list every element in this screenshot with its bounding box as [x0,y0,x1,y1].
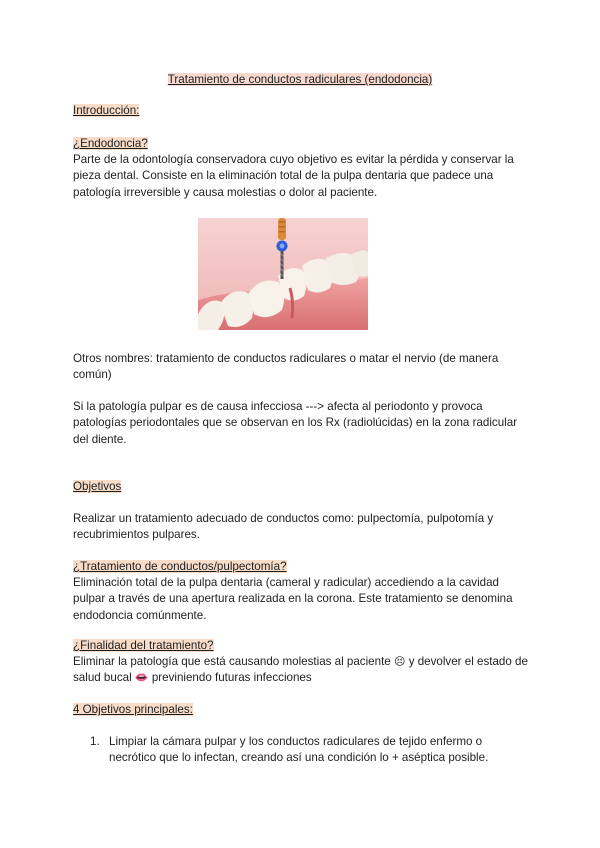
other-names-paragraph: Otros nombres: tratamiento de conductos radiculares o matar el nervio (de manera común) [73,352,499,382]
endo-heading-text: ¿Endodoncia? [73,137,148,150]
endo-paragraph: Parte de la odontología conservadora cuyo objetivo es evitar la pérdida y conservar la pieza dental. Consiste en la eliminación total de la pulpa dentaria que padece una patología irreversible y causa molestias o dolor al paciente. [73,153,514,199]
purpose-heading [73,638,533,654]
purpose-text-3: previniendo futuras infecciones [151,671,312,685]
infection-paragraph: Si la patología pulpar es de causa infecciosa ---> afecta al periodonto y provoca patologías periodontales que se observan en los Rx (radiolúcidas) en la zona radicular del diente. [73,400,518,446]
purpose-text-2: y devolver el estado de salud bucal [73,655,528,685]
treatment-heading-text: ¿Tratamiento de conductos/pulpectomía? [73,560,287,573]
objectives-paragraph: Realizar un tratamiento adecuado de conductos como: pulpectomía, pulpotomía y recubrimientos pulpares. [73,512,494,542]
purpose-text-1: Eliminar la patología que está causando molestias al paciente [73,655,391,668]
purpose-heading-text: ¿Finalidad del tratamiento? [73,639,214,652]
treatment-paragraph: Eliminación total de la pulpa dentaria (cameral y radicular) accediendo a la cavidad pulpar a través de una apertura realizada en la corona. Este tratamiento se denomina endodoncia comúnmente. [73,576,513,622]
list-item: Limpiar la cámara pulpar y los conductos radiculares de tejido enfermo o necrótico que lo infectan, creando así una condición lo + aséptica posible. [109,735,489,765]
title-text: Tratamiento de conductos radiculares (endodoncia) [167,73,433,86]
treatment-heading [73,559,533,575]
objectives-heading-text: Objetivos [73,480,122,493]
root-canal-illustration-icon [198,218,368,330]
endo-heading [73,136,533,152]
main-objectives-heading-text: 4 Objetivos principales: [73,703,193,716]
document-title [0,72,600,88]
mouth-icon: 👄 [134,671,149,685]
root-canal-image [198,218,368,330]
main-objectives-heading [73,702,533,718]
list-item-number: 1. [90,735,100,748]
objectives-heading [73,479,533,495]
purpose-paragraph [73,654,533,687]
intro-heading-text: Introducción: [73,104,140,117]
persevering-face-icon: 😣 [393,655,406,668]
intro-heading [73,103,533,119]
